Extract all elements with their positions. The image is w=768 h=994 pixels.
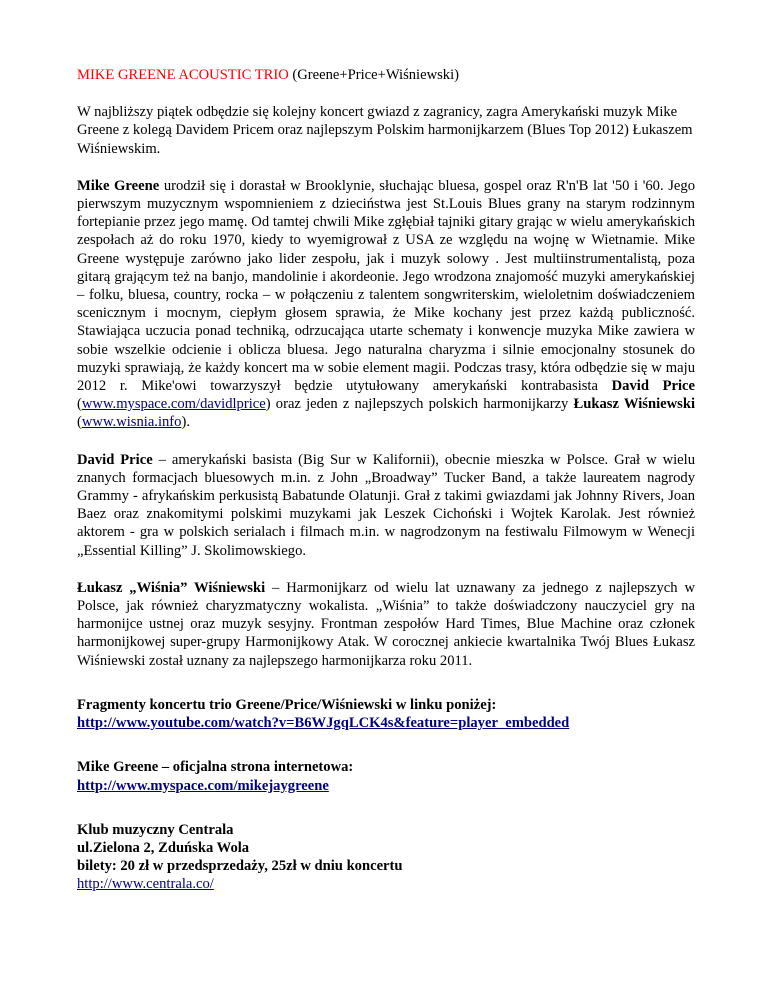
wisnia-website-link[interactable]: www.wisnia.info [81, 414, 182, 431]
wisniewski-paragraph [77, 579, 695, 670]
trio-members: (Greene+Price+Wiśniewski) [288, 67, 460, 83]
greene-paragraph [77, 177, 695, 432]
video-section [77, 696, 695, 732]
official-site-section [77, 758, 695, 794]
greene-bio-text-3: ). [181, 414, 190, 431]
wisnia-paren: ( [77, 414, 82, 431]
price-name-inline: David Price [611, 378, 695, 395]
document-heading [77, 66, 695, 84]
youtube-link[interactable]: http://www.youtube.com/watch?v=B6WJgqLCK4s&feature=player_embedded [77, 715, 570, 732]
official-site-link[interactable]: http://www.myspace.com/mikejaygreene [77, 777, 329, 794]
wisniewski-name-inline: Łukasz Wiśniewski [573, 396, 695, 413]
ticket-prices: bilety: 20 zł w przedsprzedaży, 25zł w dniu koncertu [77, 858, 403, 875]
greene-bio-text-2: ) oraz jeden z najlepszych polskich harmonijkarzy [265, 396, 574, 413]
price-bio-text: – amerykański basista (Big Sur w Kalifornii), obecnie mieszka w Polsce. Grał w wielu znanych formacjach bluesowych m.in. z John „Broadway” Tucker Band, a także laureatem nagrody Grammy - afrykańskim perkusistą Babatunde Olatunji. Grał z takimi gwiazdami jak Johnny Rivers, Joan Baez oraz znakomitymi polskimi muzykami jak Leszek Cichoński i Wojtek Karolak. Jest również aktorem - gra w polskich serialach i filmach m.in. w nagrodzonym na festiwalu Filmowym w Wenecji „Essential Killing” J. Skolimowskiego. [77, 451, 695, 559]
wisniewski-bio-text: – Harmonijkarz od wielu lat uznawany za jednego z najlepszych w Polsce, jak również charyzmatyczny wokalista. „Wiśnia” to także doświadczony nauczyciel gry na harmonijce ustnej oraz muzyk sesyjny. Frontman zespołów Hard Times, Blue Machine oraz członek harmonijkowej super-grupy Harmonijkowy Atak. W corocznej ankiecie kwartalnika Twój Blues Łukasz Wiśniewski został uznany za najlepszego harmonijkarza roku 2011. [77, 579, 695, 669]
video-label: Fragmenty koncertu trio Greene/Price/Wiśniewski w linku poniżej: [77, 696, 497, 713]
trio-title: MIKE GREENE ACOUSTIC TRIO [77, 67, 289, 83]
venue-website-link[interactable]: http://www.centrala.co/ [77, 876, 214, 893]
venue-address: ul.Zielona 2, Zduńska Wola [77, 839, 250, 856]
venue-name: Klub muzyczny Centrala [77, 821, 234, 838]
price-myspace-link[interactable]: www.myspace.com/davidlprice [81, 396, 266, 413]
intro-paragraph: W najbliższy piątek odbędzie się kolejny koncert gwiazd z zagranicy, zagra Amerykański muzyk Mike Greene z kolegą Davidem Pricem oraz najlepszym Polskim harmonijkarzem (Blues Top 2012) Łukaszem Wiśniewskim. [77, 104, 693, 157]
price-name: David Price [77, 451, 153, 468]
price-paren: ( [77, 396, 82, 413]
wisniewski-name: Łukasz „Wiśnia” Wiśniewski [77, 579, 266, 596]
venue-section [77, 821, 695, 894]
greene-bio-text: urodził się i dorastał w Brooklynie, słuchając bluesa, gospel oraz R'n'B lat '50 i '60. Jego pierwszym muzycznym wspomnieniem z dzieciństwa jest St.Louis Blues grany na starym rodzinnym fortepianie przez jego mamę. Od tamtej chwili Mike zgłębiał tajniki gitary grając w wielu amerykańskich zespołach aż do roku 1970, kiedy to wyemigrował z USA ze względu na wojnę w Wietnamie. Mike Greene występuje zarówno jako lider zespołu, jak i muzyk solowy . Jest multiinstrumentalistą, poza gitarą grającym też na banjo, mandolinie i akordeonie. Jego wrodzona znajomość muzyki amerykańskiej – folku, bluesa, country, rocka – w połączeniu z talentem songwriterskim, wieloletnim doświadczeniem scenicznym i mocnym, ciepłym głosem sprawia, że Mike kochany jest przez każdą publiczność. Stawiająca uczucia ponad techniką, odrzucająca utarte schematy i konwencje muzyka Mike zawiera w sobie wszelkie odcienie i oblicza bluesa. Jego naturalna charyzma i silnie emocjonalny stosunek do muzyki sprawiają, że każdy koncert ma w sobie element magii. Podczas trasy, która odbędzie się w maju 2012 r. Mike'owi towarzyszył będzie utytułowany amerykański kontrabasista [77, 177, 695, 395]
greene-name: Mike Greene [77, 177, 160, 194]
document-page [77, 66, 695, 913]
official-site-label: Mike Greene – oficjalna strona internetowa: [77, 759, 354, 776]
price-paragraph [77, 451, 695, 560]
